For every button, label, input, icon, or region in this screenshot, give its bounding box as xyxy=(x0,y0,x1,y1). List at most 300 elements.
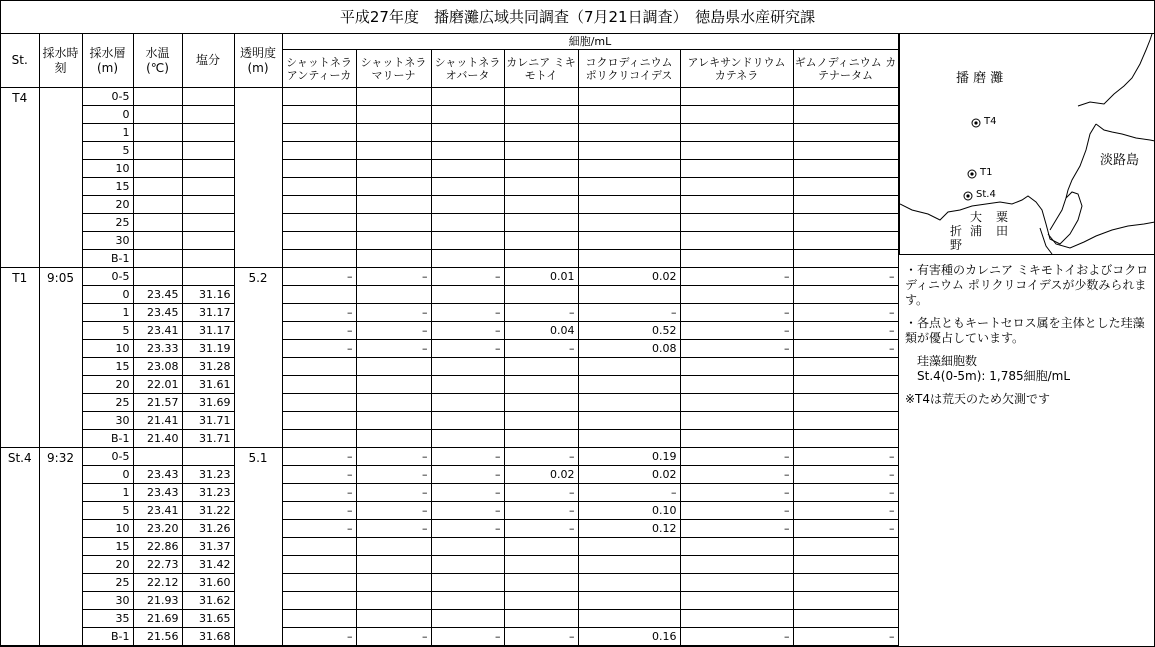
cell-count xyxy=(578,214,680,232)
header-species: アレキサンドリウム カテネラ xyxy=(680,50,793,88)
depth-cell: 0-5 xyxy=(82,88,133,106)
table-row xyxy=(1,304,898,322)
salinity-cell: 31.68 xyxy=(182,628,234,646)
cell-count xyxy=(431,574,504,592)
salinity-cell: 31.65 xyxy=(182,610,234,628)
cell-count xyxy=(282,142,356,160)
station-name: T4 xyxy=(1,88,39,268)
cell-count: – xyxy=(680,322,793,340)
cell-count xyxy=(578,394,680,412)
cell-count xyxy=(282,610,356,628)
cell-count xyxy=(680,88,793,106)
cell-count xyxy=(680,142,793,160)
header-species: シャットネラ オバータ xyxy=(431,50,504,88)
cell-count: – xyxy=(680,466,793,484)
table-row xyxy=(1,520,898,538)
depth-cell: 10 xyxy=(82,340,133,358)
cell-count xyxy=(504,142,578,160)
temp-cell xyxy=(133,250,182,268)
cell-count xyxy=(793,232,898,250)
cell-count: – xyxy=(793,520,898,538)
cell-count xyxy=(578,232,680,250)
depth-cell: 1 xyxy=(82,304,133,322)
cell-count: – xyxy=(504,502,578,520)
cell-count: – xyxy=(431,304,504,322)
cell-count xyxy=(356,250,431,268)
map-island-label: 淡路島 xyxy=(1100,153,1140,168)
cell-count: – xyxy=(504,628,578,646)
cell-count xyxy=(282,250,356,268)
cell-count: – xyxy=(282,322,356,340)
salinity-cell xyxy=(182,124,234,142)
cell-count: – xyxy=(793,628,898,646)
depth-cell: 25 xyxy=(82,394,133,412)
cell-count xyxy=(504,556,578,574)
cell-count xyxy=(282,430,356,448)
cell-count: – xyxy=(504,520,578,538)
table-row xyxy=(1,466,898,484)
cell-count: – xyxy=(680,448,793,466)
map-place-label: 浦 xyxy=(970,224,983,238)
cell-count xyxy=(431,358,504,376)
salinity-cell xyxy=(182,214,234,232)
cell-count xyxy=(793,358,898,376)
cell-count xyxy=(680,394,793,412)
cell-count: – xyxy=(680,502,793,520)
temp-cell: 21.69 xyxy=(133,610,182,628)
cell-count xyxy=(431,376,504,394)
cell-count xyxy=(793,196,898,214)
cell-count: – xyxy=(356,304,431,322)
cell-count xyxy=(431,142,504,160)
depth-cell: 0-5 xyxy=(82,268,133,286)
cell-count: – xyxy=(282,520,356,538)
cell-count: – xyxy=(680,520,793,538)
cell-count xyxy=(282,286,356,304)
cell-count xyxy=(431,250,504,268)
cell-count: – xyxy=(282,268,356,286)
cell-count xyxy=(431,124,504,142)
note-missing-data: ※T4は荒天のため欠測です xyxy=(905,392,1051,406)
note-harmful-species: ・有害種のカレニア ミキモトイおよびコクロディニウム ポリクリコイデスが少数みられます。 xyxy=(905,263,1149,307)
cell-count xyxy=(356,556,431,574)
temp-cell xyxy=(133,196,182,214)
cell-count xyxy=(504,250,578,268)
cell-count xyxy=(282,538,356,556)
cell-count xyxy=(356,214,431,232)
cell-count xyxy=(431,196,504,214)
temp-cell: 23.45 xyxy=(133,304,182,322)
temp-cell: 23.43 xyxy=(133,466,182,484)
cell-count xyxy=(431,88,504,106)
table-row xyxy=(1,628,898,646)
cell-count xyxy=(356,538,431,556)
cell-count xyxy=(793,394,898,412)
table-row xyxy=(1,484,898,502)
cell-count xyxy=(356,106,431,124)
table-row xyxy=(1,142,898,160)
header-species: シャットネラ マリーナ xyxy=(356,50,431,88)
cell-count xyxy=(680,358,793,376)
cell-count xyxy=(282,592,356,610)
salinity-cell: 31.69 xyxy=(182,394,234,412)
location-map xyxy=(899,34,1154,255)
note-diatoms: ・各点ともキートセロス属を主体とした珪藻類が優占しています。 xyxy=(905,316,1145,345)
map-place-label: 大 xyxy=(970,210,983,224)
cell-count xyxy=(282,376,356,394)
cell-count: – xyxy=(356,340,431,358)
salinity-cell xyxy=(182,106,234,124)
table-row xyxy=(1,538,898,556)
notes-panel xyxy=(905,263,1150,415)
cell-count: – xyxy=(578,304,680,322)
cell-count: – xyxy=(282,466,356,484)
cell-count xyxy=(431,106,504,124)
cell-count: 0.02 xyxy=(504,466,578,484)
cell-count: – xyxy=(282,304,356,322)
table-row xyxy=(1,358,898,376)
cell-count xyxy=(680,538,793,556)
depth-cell: 1 xyxy=(82,124,133,142)
cell-count xyxy=(680,232,793,250)
cell-count xyxy=(578,160,680,178)
salinity-cell: 31.17 xyxy=(182,304,234,322)
salinity-cell: 31.71 xyxy=(182,430,234,448)
cell-count xyxy=(431,160,504,178)
cell-count xyxy=(282,178,356,196)
cell-count: – xyxy=(282,484,356,502)
temp-cell: 23.41 xyxy=(133,502,182,520)
header-species: カレニア ミキモトイ xyxy=(504,50,578,88)
cell-count xyxy=(793,250,898,268)
salinity-cell: 31.19 xyxy=(182,340,234,358)
salinity-cell xyxy=(182,142,234,160)
depth-cell: 20 xyxy=(82,556,133,574)
map-place-label: 折 xyxy=(950,224,963,238)
cell-count xyxy=(578,538,680,556)
cell-count xyxy=(578,88,680,106)
table-row xyxy=(1,88,898,106)
cell-count xyxy=(431,592,504,610)
cell-count xyxy=(282,412,356,430)
depth-cell: 25 xyxy=(82,214,133,232)
map-sea-label: 播 磨 灘 xyxy=(956,71,1004,86)
temp-cell: 22.86 xyxy=(133,538,182,556)
sampling-time: 9:05 xyxy=(39,268,82,448)
depth-cell: 10 xyxy=(82,520,133,538)
cell-count xyxy=(282,556,356,574)
cell-count: – xyxy=(356,322,431,340)
page-title: 平成27年度 播磨灘広域共同調査（7月21日調査） 徳島県水産研究課 xyxy=(1,1,1154,34)
table-row xyxy=(1,376,898,394)
table-row xyxy=(1,322,898,340)
depth-cell: 5 xyxy=(82,502,133,520)
map-place-label: 粟 xyxy=(996,210,1009,224)
cell-count: – xyxy=(793,466,898,484)
map-station-st4: St.4 xyxy=(976,189,996,200)
table-row xyxy=(1,232,898,250)
cell-count xyxy=(578,142,680,160)
survey-table xyxy=(1,34,899,646)
cell-count xyxy=(793,412,898,430)
cell-count xyxy=(431,394,504,412)
cell-count: – xyxy=(282,340,356,358)
cell-count: 0.04 xyxy=(504,322,578,340)
station-name: T1 xyxy=(1,268,39,448)
cell-count: – xyxy=(504,484,578,502)
cell-count xyxy=(680,574,793,592)
cell-count: – xyxy=(356,628,431,646)
depth-cell: B-1 xyxy=(82,628,133,646)
diatom-count-title: 珪藻細胞数 xyxy=(917,354,978,368)
table-row xyxy=(1,160,898,178)
cell-count xyxy=(282,232,356,250)
cell-count xyxy=(793,592,898,610)
cell-count xyxy=(504,376,578,394)
temp-cell: 21.40 xyxy=(133,430,182,448)
cell-count xyxy=(793,160,898,178)
cell-count xyxy=(793,538,898,556)
cell-count xyxy=(578,592,680,610)
cell-count xyxy=(282,160,356,178)
salinity-cell: 31.61 xyxy=(182,376,234,394)
salinity-cell: 31.28 xyxy=(182,358,234,376)
cell-count xyxy=(504,538,578,556)
salinity-cell xyxy=(182,88,234,106)
temp-cell: 22.01 xyxy=(133,376,182,394)
cell-count xyxy=(356,196,431,214)
table-row xyxy=(1,394,898,412)
temp-cell: 21.57 xyxy=(133,394,182,412)
cell-count xyxy=(356,610,431,628)
cell-count xyxy=(793,106,898,124)
salinity-cell: 31.22 xyxy=(182,502,234,520)
temp-cell: 23.08 xyxy=(133,358,182,376)
header-species: シャットネラ アンティーカ xyxy=(282,50,356,88)
temp-cell xyxy=(133,106,182,124)
temp-cell: 23.33 xyxy=(133,340,182,358)
depth-cell: 0 xyxy=(82,106,133,124)
salinity-cell: 31.60 xyxy=(182,574,234,592)
cell-count xyxy=(431,538,504,556)
cell-count xyxy=(578,574,680,592)
station-name: St.4 xyxy=(1,448,39,646)
cell-count: – xyxy=(793,448,898,466)
cell-count xyxy=(504,394,578,412)
cell-count: – xyxy=(282,448,356,466)
temp-cell xyxy=(133,232,182,250)
cell-count xyxy=(793,286,898,304)
cell-count xyxy=(356,430,431,448)
depth-cell: 20 xyxy=(82,376,133,394)
temp-cell xyxy=(133,214,182,232)
temp-cell xyxy=(133,178,182,196)
cell-count: – xyxy=(282,502,356,520)
salinity-cell: 31.17 xyxy=(182,322,234,340)
header-station: St. xyxy=(1,34,39,88)
cell-count xyxy=(356,178,431,196)
sampling-time: 9:32 xyxy=(39,448,82,646)
cell-count: 0.19 xyxy=(578,448,680,466)
cell-count xyxy=(793,556,898,574)
cell-count xyxy=(578,106,680,124)
cell-count xyxy=(578,250,680,268)
temp-cell xyxy=(133,124,182,142)
cell-count xyxy=(356,574,431,592)
cell-count xyxy=(578,196,680,214)
salinity-cell xyxy=(182,196,234,214)
cell-count xyxy=(504,124,578,142)
temp-cell xyxy=(133,448,182,466)
cell-count xyxy=(356,124,431,142)
depth-cell: 1 xyxy=(82,484,133,502)
salinity-cell xyxy=(182,448,234,466)
cell-count xyxy=(504,358,578,376)
cell-count xyxy=(680,124,793,142)
header-time: 採水時刻 xyxy=(39,34,82,88)
cell-count xyxy=(356,142,431,160)
table-row xyxy=(1,412,898,430)
temp-cell xyxy=(133,88,182,106)
cell-count: – xyxy=(431,466,504,484)
cell-count xyxy=(504,214,578,232)
table-row xyxy=(1,448,898,466)
depth-cell: B-1 xyxy=(82,430,133,448)
cell-count xyxy=(793,178,898,196)
cell-count xyxy=(356,394,431,412)
cell-count xyxy=(680,286,793,304)
cell-count xyxy=(578,412,680,430)
table-row xyxy=(1,214,898,232)
cell-count xyxy=(578,178,680,196)
cell-count: 0.01 xyxy=(504,268,578,286)
cell-count xyxy=(431,286,504,304)
table-row xyxy=(1,250,898,268)
cell-count xyxy=(680,250,793,268)
table-row xyxy=(1,430,898,448)
cell-count xyxy=(356,358,431,376)
table-row xyxy=(1,340,898,358)
temp-cell: 21.93 xyxy=(133,592,182,610)
table-row xyxy=(1,268,898,286)
salinity-cell xyxy=(182,160,234,178)
map-station-t1: T1 xyxy=(980,167,993,178)
cell-count xyxy=(504,592,578,610)
cell-count xyxy=(282,358,356,376)
cell-count xyxy=(793,430,898,448)
cell-count: – xyxy=(680,268,793,286)
cell-count: 0.02 xyxy=(578,466,680,484)
cell-count xyxy=(282,574,356,592)
transparency-cell: 5.1 xyxy=(234,448,282,646)
cell-count: – xyxy=(793,268,898,286)
table-row xyxy=(1,502,898,520)
cell-count xyxy=(680,214,793,232)
cell-count: 0.52 xyxy=(578,322,680,340)
salinity-cell: 31.42 xyxy=(182,556,234,574)
map-place-label: 田 xyxy=(996,224,1009,238)
header-transparency: 透明度(m) xyxy=(234,34,282,88)
table-row xyxy=(1,106,898,124)
map-place-label: 野 xyxy=(950,238,963,252)
depth-cell: 30 xyxy=(82,232,133,250)
cell-count: – xyxy=(431,448,504,466)
cell-count xyxy=(504,106,578,124)
cell-count xyxy=(356,286,431,304)
cell-count: – xyxy=(504,448,578,466)
cell-count xyxy=(431,178,504,196)
cell-count: – xyxy=(680,484,793,502)
depth-cell: 15 xyxy=(82,358,133,376)
cell-count xyxy=(680,610,793,628)
cell-count xyxy=(282,106,356,124)
cell-count xyxy=(578,358,680,376)
map-station-t4: T4 xyxy=(984,116,997,127)
cell-count xyxy=(356,412,431,430)
cell-count xyxy=(793,88,898,106)
cell-count xyxy=(431,412,504,430)
cell-count xyxy=(578,376,680,394)
transparency-cell: 5.2 xyxy=(234,268,282,448)
cell-count xyxy=(793,376,898,394)
cell-count xyxy=(504,574,578,592)
depth-cell: 5 xyxy=(82,322,133,340)
cell-count xyxy=(431,610,504,628)
cell-count: – xyxy=(356,466,431,484)
cell-count xyxy=(504,286,578,304)
cell-count xyxy=(680,376,793,394)
temp-cell: 23.45 xyxy=(133,286,182,304)
cell-count: – xyxy=(356,448,431,466)
table-row xyxy=(1,196,898,214)
cell-count xyxy=(578,124,680,142)
cell-count xyxy=(282,124,356,142)
depth-cell: 35 xyxy=(82,610,133,628)
cell-count: – xyxy=(356,268,431,286)
table-row xyxy=(1,592,898,610)
cell-count: – xyxy=(578,484,680,502)
cell-count: – xyxy=(504,304,578,322)
cell-count: – xyxy=(431,340,504,358)
temp-cell: 22.73 xyxy=(133,556,182,574)
depth-cell: 5 xyxy=(82,142,133,160)
temp-cell xyxy=(133,160,182,178)
header-depth: 採水層(m) xyxy=(82,34,133,88)
cell-count xyxy=(356,160,431,178)
salinity-cell xyxy=(182,232,234,250)
cell-count: – xyxy=(793,304,898,322)
header-species: コクロディニウム ポリクリコイデス xyxy=(578,50,680,88)
cell-count xyxy=(282,196,356,214)
cell-count xyxy=(504,178,578,196)
header-temp: 水温(℃) xyxy=(133,34,182,88)
cell-count xyxy=(680,160,793,178)
salinity-cell xyxy=(182,178,234,196)
cell-count xyxy=(431,430,504,448)
cell-count xyxy=(680,556,793,574)
cell-count xyxy=(282,394,356,412)
cell-count: – xyxy=(793,322,898,340)
temp-cell xyxy=(133,268,182,286)
depth-cell: 25 xyxy=(82,574,133,592)
cell-count: – xyxy=(431,502,504,520)
temp-cell: 21.56 xyxy=(133,628,182,646)
map-coastline xyxy=(900,34,1155,255)
cell-count: 0.16 xyxy=(578,628,680,646)
temp-cell: 23.43 xyxy=(133,484,182,502)
depth-cell: 0 xyxy=(82,466,133,484)
salinity-cell: 31.16 xyxy=(182,286,234,304)
